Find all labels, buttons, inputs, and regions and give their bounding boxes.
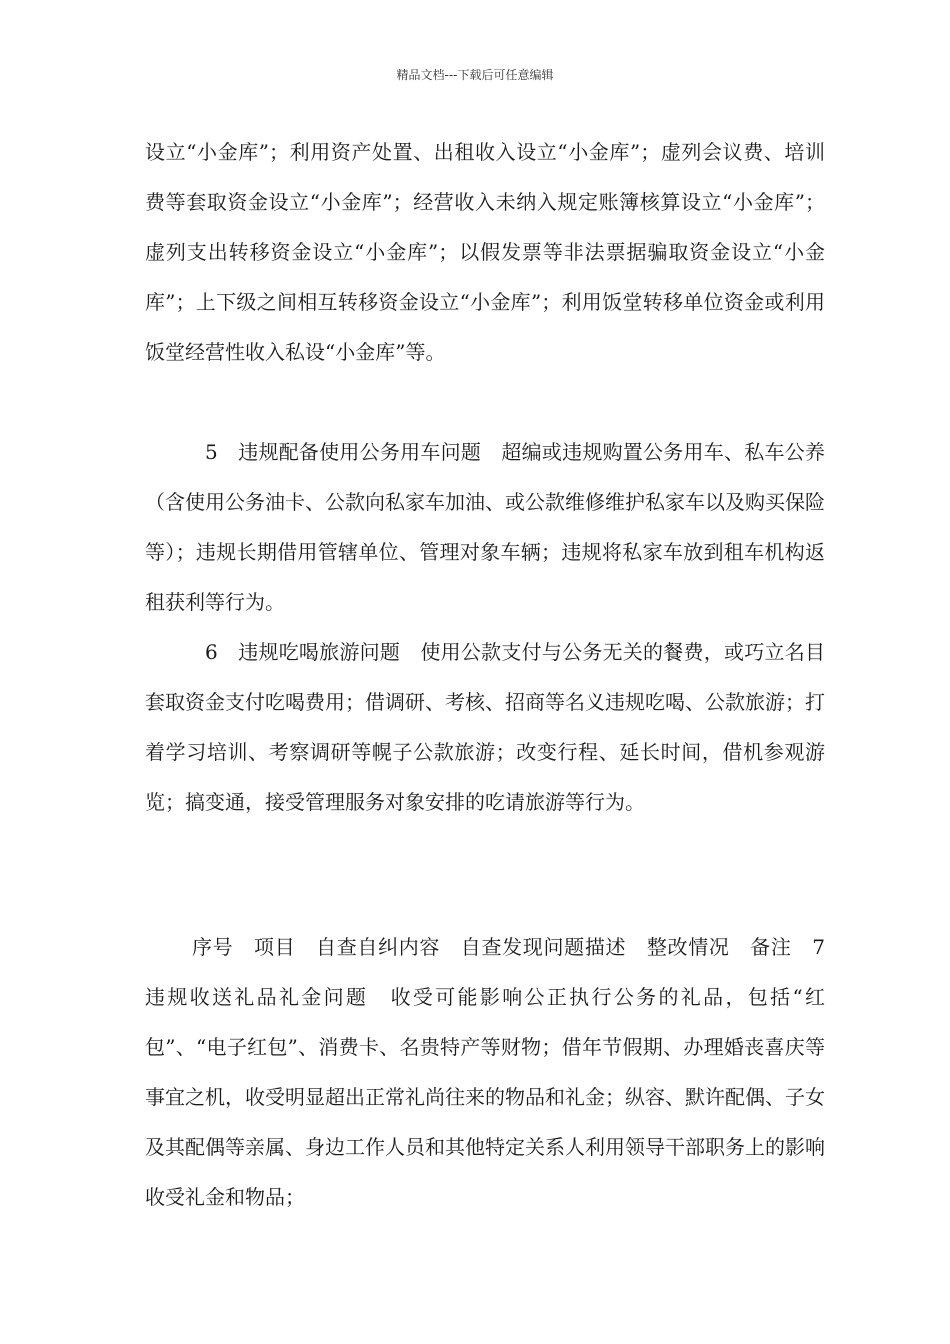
paragraph-dining-travel: 6 违规吃喝旅游问题 使用公款支付与公务无关的餐费，或巧立名目套取资金支付吃喝费用；借调研、考核、招商等名义违规吃喝、公款旅游；打着学习培训、考察调研等幌子公款旅游；改变行程、延长时间，借机参观游览；搞变通，接受管理服务对象安排的吃请旅游等行为。 (145, 640, 825, 814)
paragraph-official-car: 5 违规配备使用公务用车问题 超编或违规购置公务用车、私车公养（含使用公务油卡、公款向私家车加油、或公款维修维护私家车以及购买保险等）；违规长期借用管辖单位、管理对象车辆；违规将私家车放到租车机构返租获利等行为。 (145, 440, 825, 614)
paragraph-gifts: 序号 项目 自查自纠内容 自查发现问题描述 整改情况 备注 7 违规收送礼品礼金问题 收受可能影响公正执行公务的礼品，包括“红包”、“电子红包”、消费卡、名贵特产等财物；借年节假期、办理婚丧喜庆等事宜之机，收受明显超出正常礼尚往来的物品和礼金；纵容、默许配偶、子女及其配偶等亲属、身边工作人员和其他特定关系人利用领导干部职务上的影响收受礼金和物品； (145, 935, 845, 1209)
paragraph-xiaojinku: 设立“小金库”；利用资产处置、出租收入设立“小金库”；虚列会议费、培训费等套取资金设立“小金库”；经营收入未纳入规定账簿核算设立“小金库”；虚列支出转移资金设立“小金库”；以假发票等非法票据骗取资金设立“小金库”；上下级之间相互转移资金设立“小金库”；利用饭堂转移单位资金或利用饭堂经营性收入私设“小金库”等。 (145, 140, 825, 364)
page-header: 精品文档---下载后可任意编辑 (396, 68, 554, 82)
